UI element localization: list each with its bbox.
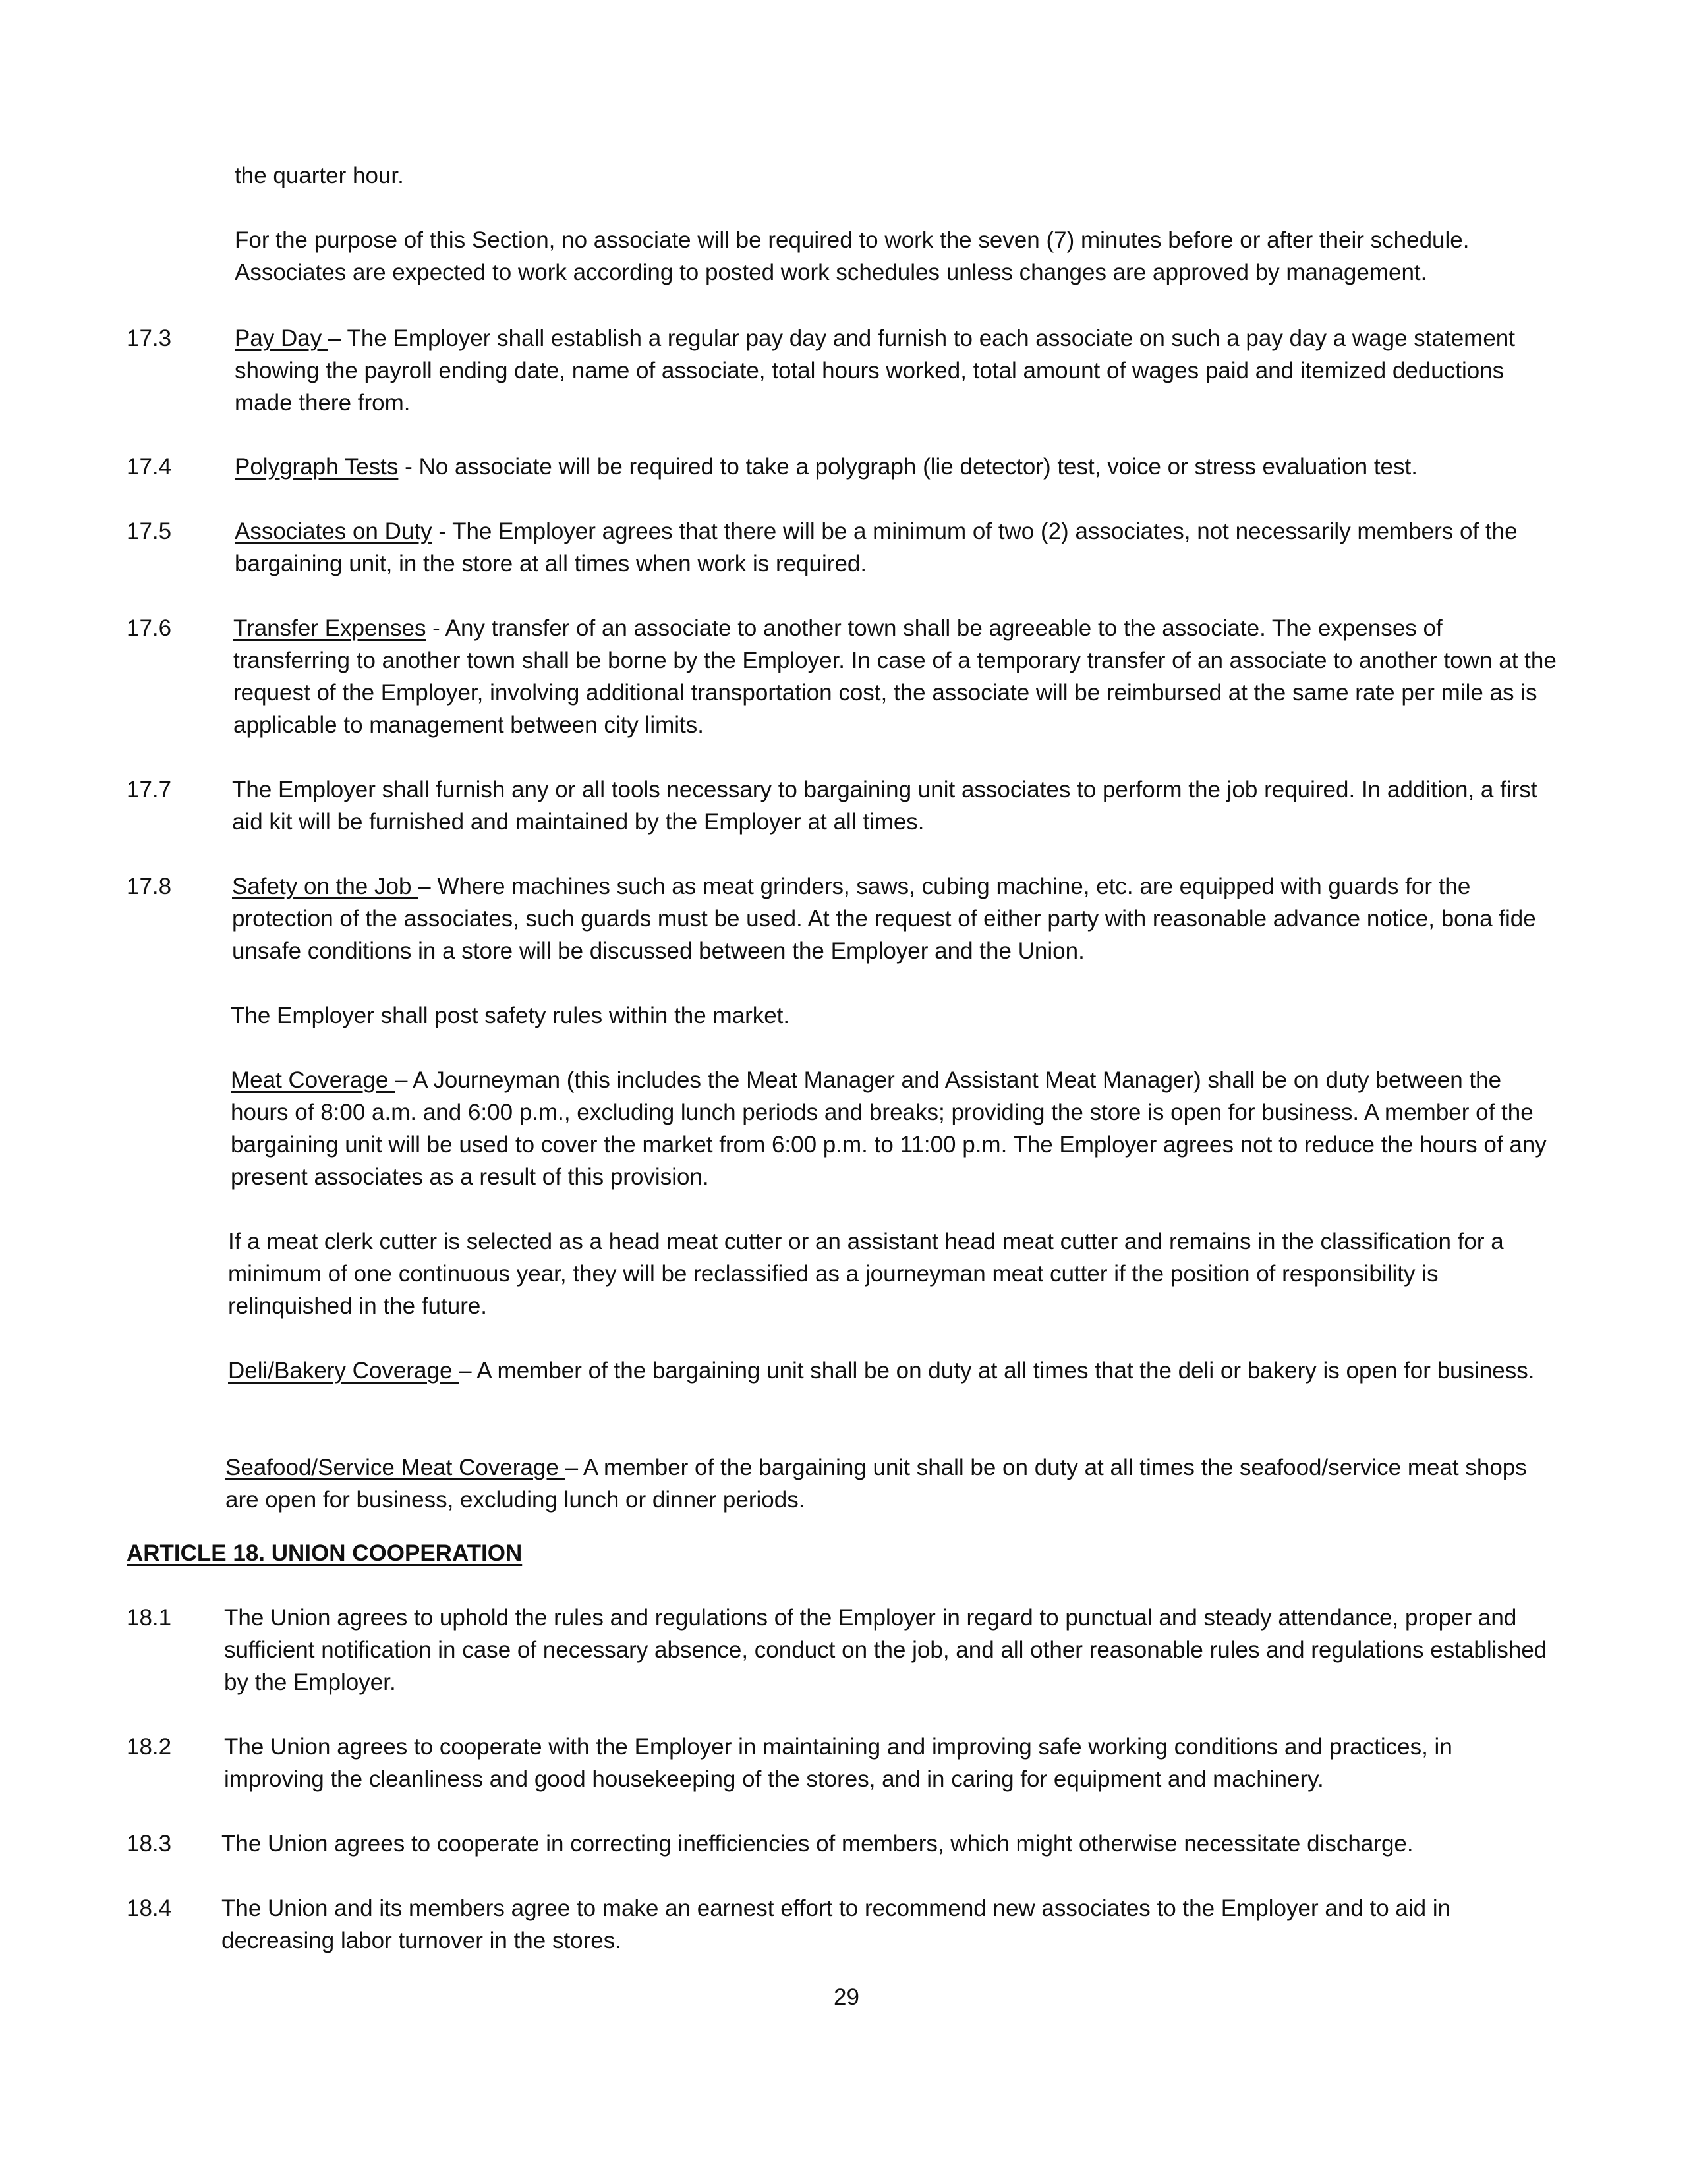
meat-coverage-text: – A Journeyman (this includes the Meat Manager and Assistant Meat Manager) shall be on duty between the hours of 8:00 a.m. and 6:00 p.m., excluding lunch periods and breaks; providing the store is open for business. A member of the bargaining unit will be used to cover the market from 6:00 p.m. to 11:00 p.m. The Employer agrees not to reduce the hours of any present associates as a result of this provision. <box>231 1067 1547 1190</box>
section-17-3 <box>235 322 1559 419</box>
meat-clerk-paragraph: If a meat clerk cutter is selected as a head meat cutter or an assistant head meat cutter and remains in the classification for a minimum of one continuous year, they will be reclassified as a journeyman meat cutter if the position of responsibility is relinquished in the future. <box>228 1229 1504 1319</box>
deli-bakery-title: Deli/Bakery Coverage <box>228 1358 459 1384</box>
section-title: Safety on the Job <box>232 874 418 899</box>
section-title: Transfer Expenses <box>233 615 426 641</box>
section-17-6 <box>233 612 1558 741</box>
section-text: – The Employer shall establish a regular pay day and furnish to each associate on such a pay day a wage statement showing the payroll ending date, name of associate, total hours worked, total amount of wages paid and itemized deductions made there from. <box>235 325 1515 416</box>
section-text: – Where machines such as meat grinders, saws, cubing machine, etc. are equipped with guards for the protection of the associates, such guards must be used. At the request of either party with reasonable advance notice, bona fide unsafe conditions in a store will be discussed between the Employer and the Union. <box>232 874 1536 964</box>
section-17-7: The Employer shall furnish any or all tools necessary to bargaining unit associates to perform the job required. In addition, a first aid kit will be furnished and maintained by the Employer at all times. <box>232 777 1537 835</box>
seafood-title: Seafood/Service Meat Coverage <box>225 1455 565 1480</box>
article-heading: ARTICLE 18. UNION COOPERATION <box>127 1540 523 1566</box>
section-18-4: The Union and its members agree to make an earnest effort to recommend new associates to the Employer and to aid in decreasing labor turnover in the stores. <box>221 1895 1451 1953</box>
section-18-3: The Union agrees to cooperate in correcting inefficiencies of members, which might otherwise necessitate discharge. <box>221 1831 1414 1857</box>
safety-rules-paragraph: The Employer shall post safety rules within the market. <box>231 1003 790 1028</box>
section-title: Polygraph Tests <box>235 454 399 480</box>
section-text: - Any transfer of an associate to another town shall be agreeable to the associate. The expenses of transferring to another town shall be borne by the Employer. In case of a temporary transfer of an associate to another town at the request of the Employer, involving additional transportation cost, the associate will be reimbursed at the same rate per mile as is applicable to management between city limits. <box>233 615 1557 738</box>
section-text: - The Employer agrees that there will be a minimum of two (2) associates, not necessarily members of the bargaining unit, in the store at all times when work is required. <box>235 518 1518 576</box>
section-number: 18.2 <box>127 1734 172 1760</box>
section-number: 17.4 <box>127 454 172 480</box>
section-title: Associates on Duty <box>235 518 432 544</box>
purpose-paragraph: For the purpose of this Section, no associate will be required to work the seven (7) minutes before or after their schedule. Associates are expected to work according to posted work schedules unless changes are approved by management. <box>235 227 1470 285</box>
seafood-text: – A member of the bargaining unit shall be on duty at all times the seafood/service meat shops are open for business, excluding lunch or dinner periods. <box>225 1455 1527 1513</box>
seafood-paragraph <box>225 1451 1550 1516</box>
continuation-line: the quarter hour. <box>235 163 404 188</box>
section-number: 17.7 <box>127 777 172 802</box>
meat-coverage-paragraph <box>231 1064 1549 1193</box>
section-title: Pay Day <box>235 325 328 351</box>
section-18-1: The Union agrees to uphold the rules and regulations of the Employer in regard to punctual and steady attendance, proper and sufficient notification in case of necessary absence, conduct on the job, and all other reasonable rules and regulations established by the Employer. <box>224 1605 1547 1695</box>
section-number: 17.5 <box>127 518 172 544</box>
meat-coverage-title: Meat Coverage <box>231 1067 395 1093</box>
section-number: 17.6 <box>127 615 172 641</box>
page-number: 29 <box>834 1984 859 2010</box>
section-18-2: The Union agrees to cooperate with the Employer in maintaining and improving safe working conditions and practices, in improving the cleanliness and good housekeeping of the stores, and in caring for equipment and machinery. <box>224 1734 1452 1792</box>
section-number: 17.3 <box>127 325 172 351</box>
section-number: 18.4 <box>127 1895 172 1921</box>
section-17-5 <box>235 515 1559 580</box>
section-number: 17.8 <box>127 874 172 899</box>
section-number: 18.3 <box>127 1831 172 1857</box>
section-number: 18.1 <box>127 1605 172 1631</box>
deli-bakery-paragraph <box>228 1355 1553 1387</box>
section-17-4 <box>235 451 1559 483</box>
deli-bakery-text: – A member of the bargaining unit shall be on duty at all times that the deli or bakery is open for business. <box>459 1358 1535 1384</box>
section-17-8 <box>232 870 1557 967</box>
section-text: - No associate will be required to take a polygraph (lie detector) test, voice or stress evaluation test. <box>398 454 1418 480</box>
